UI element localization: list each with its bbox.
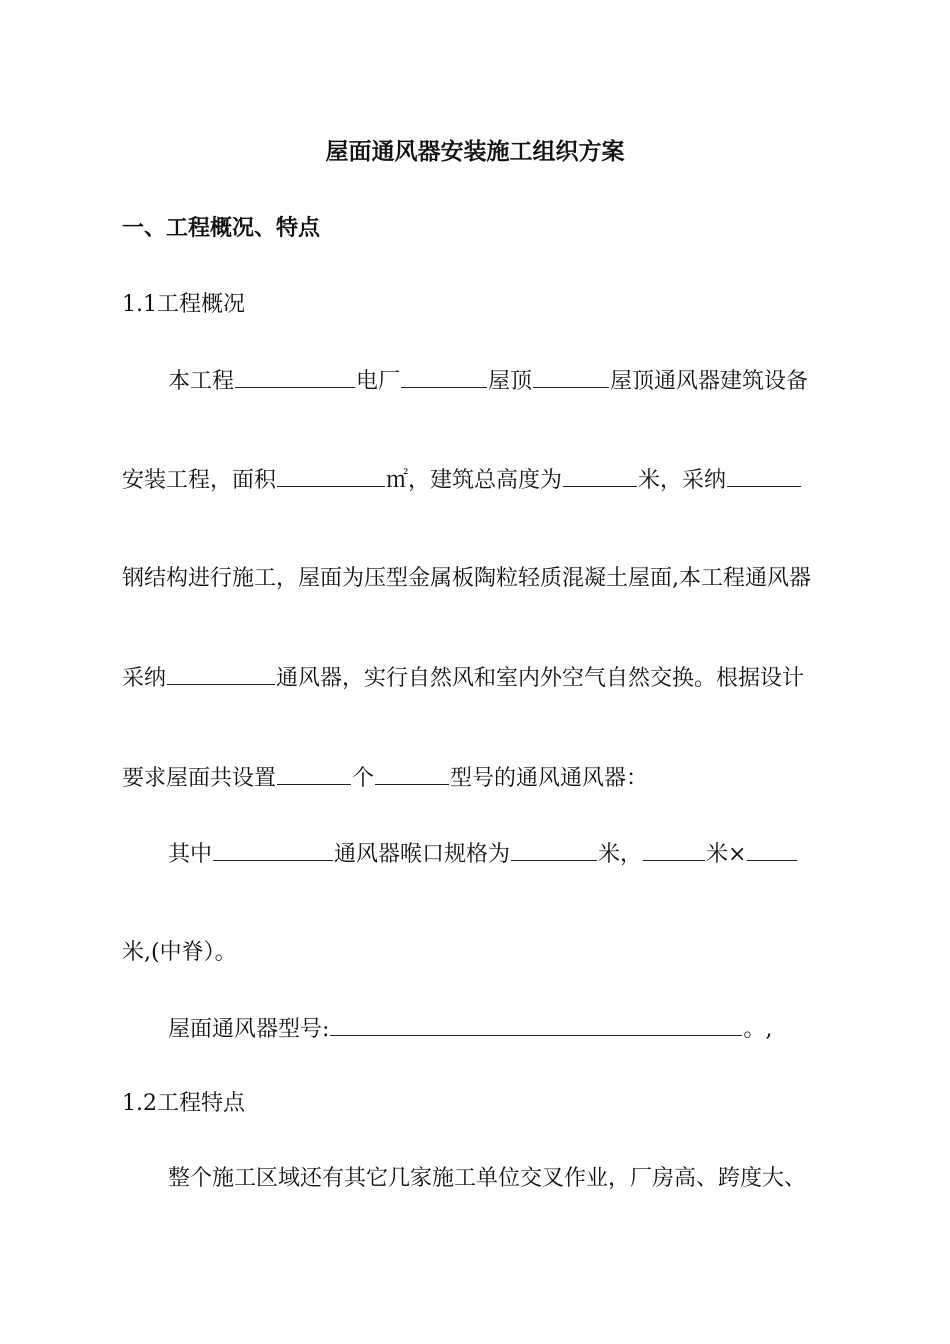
paragraph-line-4: [122, 662, 838, 694]
fill-blank: [727, 464, 801, 487]
text-segment: ㎡，建筑总高度为: [386, 468, 563, 493]
fill-blank: [401, 365, 487, 388]
fill-blank: [643, 838, 705, 861]
text-segment: 米，: [598, 842, 643, 867]
text-segment: 型号的通风通风器：: [450, 766, 649, 791]
paragraph-line-9: 整个施工区域还有其它几家施工单位交叉作业，厂房高、跨度大、: [168, 1166, 807, 1191]
paragraph-line-7: 米,(中脊）。: [122, 940, 237, 965]
text-segment: 本工程: [168, 369, 235, 394]
subsection-heading-1-1: 1.1工程概况: [122, 292, 245, 317]
paragraph-line-3: 钢结构进行施工，屋面为压型金属板陶粒轻质混凝土屋面,本工程通风器: [122, 566, 811, 591]
text-segment: 通风器，实行自然风和室内外空气自然交换。根据设计: [276, 666, 805, 691]
fill-blank: [375, 762, 449, 785]
fill-blank: [277, 464, 385, 487]
fill-blank: [330, 1013, 742, 1036]
text-segment: 个: [352, 766, 375, 791]
text-segment: 通风器喉口规格为: [334, 842, 511, 867]
fill-blank: [167, 662, 275, 685]
text-segment: 其中: [168, 842, 213, 867]
subsection-heading-1-2: 1.2工程特点: [122, 1091, 245, 1116]
text-segment: 屋面通风器型号:: [168, 1017, 330, 1042]
text-segment: 米，采纳: [638, 468, 727, 493]
fill-blank: [277, 762, 351, 785]
document-title: 屋面通风器安装施工组织方案: [325, 139, 625, 165]
fill-blank: [563, 464, 637, 487]
paragraph-line-8: [122, 1013, 838, 1045]
section-heading-1: 一、工程概况、特点: [122, 216, 321, 241]
text-segment: 屋顶: [488, 369, 533, 394]
text-segment: 采纳: [122, 666, 167, 691]
text-segment: 米×: [706, 842, 747, 867]
text-segment: 安装工程，面积: [122, 468, 277, 493]
text-segment: 要求屋面共设置: [122, 766, 277, 791]
text-segment: 屋顶通风器建筑设备: [610, 369, 809, 394]
paragraph-line-5: [122, 762, 838, 794]
text-segment: 电厂: [356, 369, 401, 394]
text-segment: 。,: [743, 1017, 773, 1042]
fill-blank: [235, 365, 355, 388]
fill-blank: [511, 838, 597, 861]
fill-blank: [747, 838, 797, 861]
fill-blank: [533, 365, 609, 388]
paragraph-line-6: [122, 838, 838, 870]
paragraph-line-1: [122, 365, 838, 397]
fill-blank: [213, 838, 333, 861]
paragraph-line-2: [122, 464, 838, 496]
